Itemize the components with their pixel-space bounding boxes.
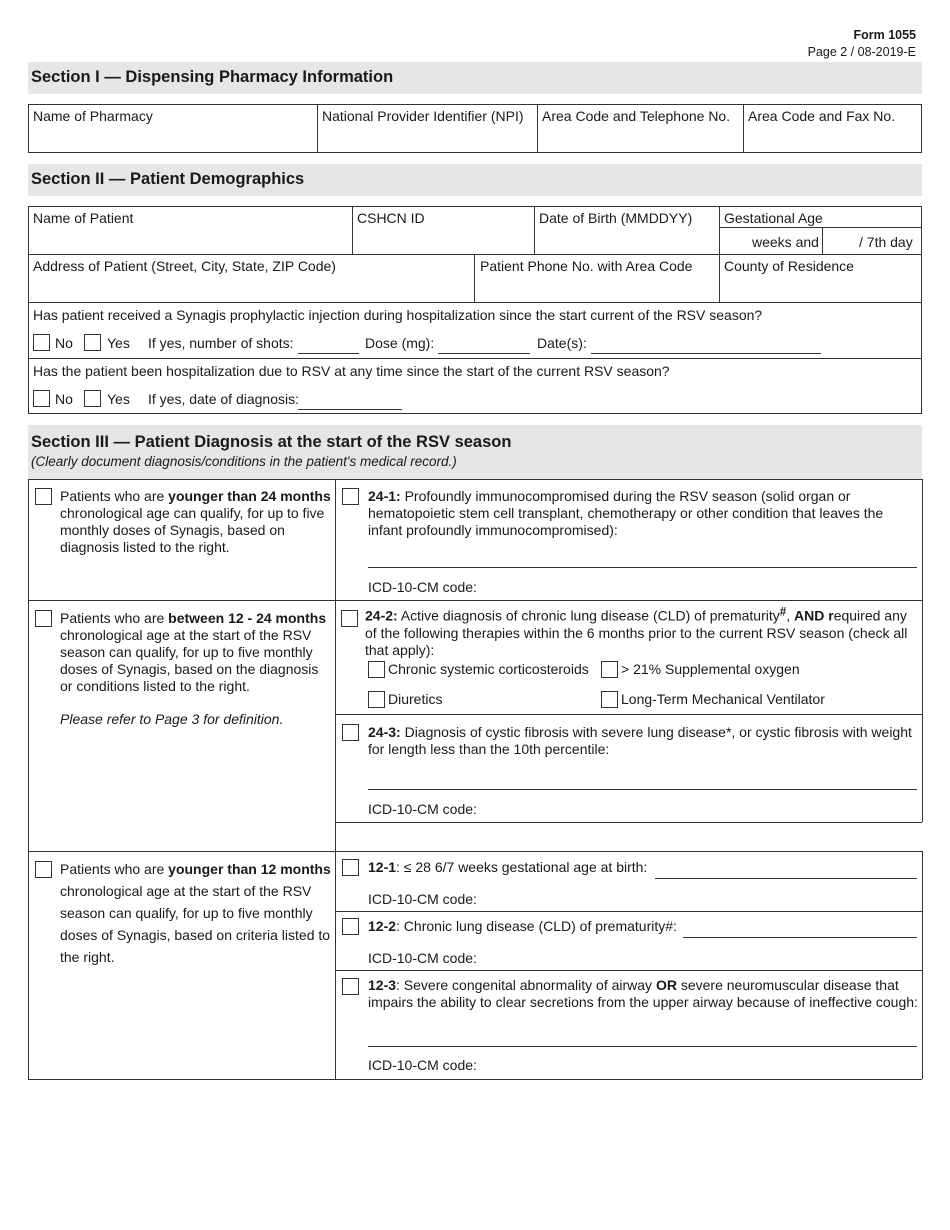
section1-header xyxy=(28,62,922,94)
q2-no-label: No xyxy=(55,391,73,407)
item-12-3-text: 12-3: Severe congenital abnormality of airway OR severe neuromuscular disease that impairs the ability to clear secretions from the upper airway because of ineffective cough: xyxy=(368,977,918,1010)
item-24-3-input[interactable] xyxy=(368,789,917,790)
q1-yes-checkbox[interactable] xyxy=(84,334,101,351)
group-under-12-text: Patients who are younger than 12 months chronological age at the start of the RSV season can qualify, for up to five monthly doses of Synagis, based on criteria listed to the right. xyxy=(60,861,331,965)
item-24-1-checkbox[interactable] xyxy=(342,488,359,505)
supplemental-oxygen-label: > 21% Supplemental oxygen xyxy=(621,661,800,677)
corticosteroids-label: Chronic systemic corticosteroids xyxy=(388,661,589,677)
item-12-3-icd-label[interactable]: ICD-10-CM code: xyxy=(368,1057,477,1073)
shots-input[interactable] xyxy=(298,353,359,354)
q1-yes-label: Yes xyxy=(107,335,130,351)
item-12-1-text: 12-1: ≤ 28 6/7 weeks gestational age at birth: xyxy=(368,859,648,875)
section2-header xyxy=(28,164,922,196)
rsv-hospitalization-question: Has the patient been hospitalization due to RSV at any time since the start of the current RSV season? xyxy=(33,363,670,379)
item-12-3-input[interactable] xyxy=(368,1046,917,1047)
ventilator-label: Long-Term Mechanical Ventilator xyxy=(621,691,825,707)
section3-title: Section III — Patient Diagnosis at the start of the RSV season xyxy=(31,433,512,451)
dates-input[interactable] xyxy=(591,353,821,354)
q2-no-checkbox[interactable] xyxy=(33,390,50,407)
item-12-3-checkbox[interactable] xyxy=(342,978,359,995)
corticosteroids-checkbox[interactable] xyxy=(368,661,385,678)
diuretics-checkbox[interactable] xyxy=(368,691,385,708)
gestational-age-label: Gestational Age xyxy=(724,210,823,226)
cshcn-id-field[interactable]: CSHCN ID xyxy=(357,210,425,226)
item-12-1-icd-label[interactable]: ICD-10-CM code: xyxy=(368,891,477,907)
item-12-2-input[interactable] xyxy=(683,937,917,938)
synagis-injection-question: Has patient received a Synagis prophylactic injection during hospitalization since the start current of the RSV season? xyxy=(33,307,763,323)
gestational-weeks-field[interactable]: weeks and xyxy=(752,234,819,250)
item-12-1-checkbox[interactable] xyxy=(342,859,359,876)
q1-no-label: No xyxy=(55,335,73,351)
pharmacy-fax-field[interactable]: Area Code and Fax No. xyxy=(748,108,896,124)
item-12-1-input[interactable] xyxy=(655,878,917,879)
shots-label: If yes, number of shots: xyxy=(148,335,294,351)
section3-subtitle: (Clearly document diagnosis/conditions in the patient's medical record.) xyxy=(31,454,457,469)
dates-label: Date(s): xyxy=(537,335,587,351)
item-24-1-text: 24-1: Profoundly immunocompromised during the RSV season (solid organ or hematopoietic stem cell transplant, chemotherapy or other condition that leaves the infant profoundly immunocompromised): xyxy=(368,488,884,538)
item-24-2-text: 24-2: Active diagnosis of chronic lung disease (CLD) of prematurity#, AND required any of the following therapies within the 6 months prior to the current RSV season (check all that apply): xyxy=(365,605,908,658)
q2-yes-label: Yes xyxy=(107,391,130,407)
diagnosis-date-label: If yes, date of diagnosis: xyxy=(148,391,299,407)
item-24-3-icd-label[interactable]: ICD-10-CM code: xyxy=(368,801,477,817)
group-under-12-checkbox[interactable] xyxy=(35,861,52,878)
date-of-birth-field[interactable]: Date of Birth (MMDDYY) xyxy=(539,210,693,226)
group-12-24-text: Patients who are between 12 - 24 months chronological age at the start of the RSV season can qualify, for up to five monthly doses of Synagis, based on the diagnosis or conditions listed to the right. xyxy=(60,610,327,694)
npi-field[interactable]: National Provider Identifier (NPI) xyxy=(322,108,524,124)
dose-input[interactable] xyxy=(438,353,530,354)
county-field[interactable]: County of Residence xyxy=(724,258,854,274)
section2-title: Section II — Patient Demographics xyxy=(31,170,305,188)
group-under-24-checkbox[interactable] xyxy=(35,488,52,505)
form-number: Form 1055 xyxy=(853,28,916,42)
dose-label: Dose (mg): xyxy=(365,335,435,351)
q2-yes-checkbox[interactable] xyxy=(84,390,101,407)
group-12-24-checkbox[interactable] xyxy=(35,610,52,627)
group-under-24-text: Patients who are younger than 24 months chronological age can qualify, for up to five monthly doses of Synagis, based on diagnosis listed to the right. xyxy=(60,488,331,555)
item-12-2-icd-label[interactable]: ICD-10-CM code: xyxy=(368,950,477,966)
patient-name-field[interactable]: Name of Patient xyxy=(33,210,134,226)
item-24-3-text: 24-3: Diagnosis of cystic fibrosis with severe lung disease*, or cystic fibrosis with weight for length less than the 10th percentile: xyxy=(368,724,912,757)
q1-no-checkbox[interactable] xyxy=(33,334,50,351)
item-12-2-text: 12-2: Chronic lung disease (CLD) of prematurity#: xyxy=(368,918,677,934)
item-24-1-icd-label[interactable]: ICD-10-CM code: xyxy=(368,579,477,595)
group-12-24-note: Please refer to Page 3 for definition. xyxy=(60,711,284,727)
item-24-2-checkbox[interactable] xyxy=(341,610,358,627)
diuretics-label: Diuretics xyxy=(388,691,443,707)
section1-title: Section I — Dispensing Pharmacy Information xyxy=(31,68,394,86)
item-24-1-input[interactable] xyxy=(368,567,917,568)
patient-address-field[interactable]: Address of Patient (Street, City, State, ZIP Code) xyxy=(33,258,336,274)
section3-header xyxy=(28,425,922,479)
item-24-3-checkbox[interactable] xyxy=(342,724,359,741)
pharmacy-phone-field[interactable]: Area Code and Telephone No. xyxy=(542,108,731,124)
page-info: Page 2 / 08-2019-E xyxy=(807,45,916,59)
gestational-days-field[interactable]: / 7th day xyxy=(859,234,913,250)
diagnosis-date-input[interactable] xyxy=(298,409,402,410)
patient-phone-field[interactable]: Patient Phone No. with Area Code xyxy=(480,258,693,274)
ventilator-checkbox[interactable] xyxy=(601,691,618,708)
supplemental-oxygen-checkbox[interactable] xyxy=(601,661,618,678)
pharmacy-name-field[interactable]: Name of Pharmacy xyxy=(33,108,153,124)
item-12-2-checkbox[interactable] xyxy=(342,918,359,935)
